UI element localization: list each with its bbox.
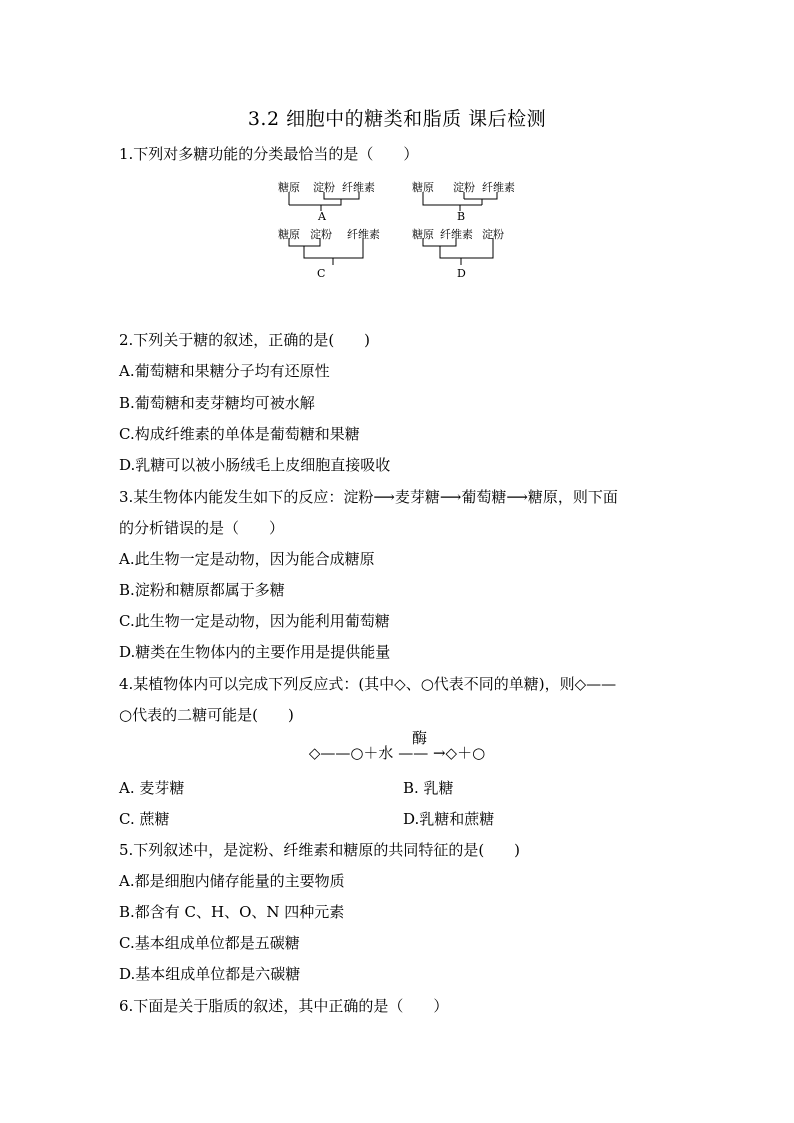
diagram-c-label-3: 纤维素: [347, 228, 380, 241]
question-2-option-b: B.葡萄糖和麦芽糖均可被水解: [119, 394, 315, 412]
question-3-option-c: C.此生物一定是动物，因为能利用葡萄糖: [119, 612, 390, 630]
question-3-option-b: B.淀粉和糖原都属于多糖: [119, 581, 285, 599]
diagram-b-label-3: 纤维素: [482, 181, 515, 194]
diagram-b-label-1: 糖原: [412, 181, 434, 194]
question-5-option-a: A.都是细胞内储存能量的主要物质: [119, 872, 345, 890]
diagram-c-letter: C: [317, 267, 326, 280]
diagram-c-label-1: 糖原: [278, 228, 300, 241]
question-3-stem-line-2: 的分析错误的是（ ）: [119, 519, 285, 537]
question-5-option-c: C.基本组成单位都是五碳糖: [119, 934, 300, 952]
question-4-option-d: D.乳糖和蔗糖: [403, 810, 495, 828]
diagram-c-label-2: 淀粉: [310, 228, 332, 241]
question-5-option-d: D.基本组成单位都是六碳糖: [119, 965, 301, 983]
question-4-stem-line-1: 4.某植物体内可以完成下列反应式：(其中◇、○代表不同的单糖)，则◇——: [119, 675, 617, 693]
question-4-stem-line-2: ○代表的二糖可能是( ): [119, 706, 294, 724]
enzyme-label: 酶: [412, 729, 428, 747]
question-2-option-d: D.乳糖可以被小肠绒毛上皮细胞直接吸收: [119, 456, 391, 474]
question-4-option-b: B. 乳糖: [403, 779, 454, 797]
question-3-option-a: A.此生物一定是动物，因为能合成糖原: [119, 550, 375, 568]
diagram-a-label-3: 纤维素: [342, 181, 375, 194]
question-6-stem: 6.下面是关于脂质的叙述，其中正确的是（ ）: [119, 997, 449, 1015]
question-2-stem: 2.下列关于糖的叙述，正确的是( ): [119, 331, 371, 349]
reaction-equation: ◇——○＋水 —— →◇＋○: [308, 744, 486, 762]
diagram-a-label-1: 糖原: [278, 181, 300, 194]
question-1-stem: 1.下列对多糖功能的分类最恰当的是（ ）: [119, 145, 419, 163]
question-5-stem: 5.下列叙述中，是淀粉、纤维素和糖原的共同特征的是( ): [119, 841, 521, 859]
diagram-b-label-2: 淀粉: [453, 181, 475, 194]
question-3-option-d: D.糖类在生物体内的主要作用是提供能量: [119, 643, 391, 661]
diagram-lines: [0, 0, 794, 300]
diagram-d-label-3: 淀粉: [482, 228, 504, 241]
question-3-stem-line-1: 3.某生物体内能发生如下的反应：淀粉⟶麦芽糖⟶葡萄糖⟶糖原，则下面: [119, 488, 618, 506]
question-2-option-c: C.构成纤维素的单体是葡萄糖和果糖: [119, 425, 360, 443]
page-title: 3.2 细胞中的糖类和脂质 课后检测: [247, 108, 547, 130]
diagram-d-label-1: 糖原: [412, 228, 434, 241]
diagram-a-letter: A: [318, 210, 326, 223]
diagram-d-label-2: 纤维素: [440, 228, 473, 241]
diagram-a-label-2: 淀粉: [313, 181, 335, 194]
question-4-option-c: C. 蔗糖: [119, 810, 170, 828]
question-2-option-a: A.葡萄糖和果糖分子均有还原性: [119, 362, 330, 380]
question-5-option-b: B.都含有 C、H、O、N 四种元素: [119, 903, 345, 921]
diagram-b-letter: B: [457, 210, 466, 223]
question-4-option-a: A. 麦芽糖: [119, 779, 185, 797]
diagram-d-letter: D: [457, 267, 466, 280]
